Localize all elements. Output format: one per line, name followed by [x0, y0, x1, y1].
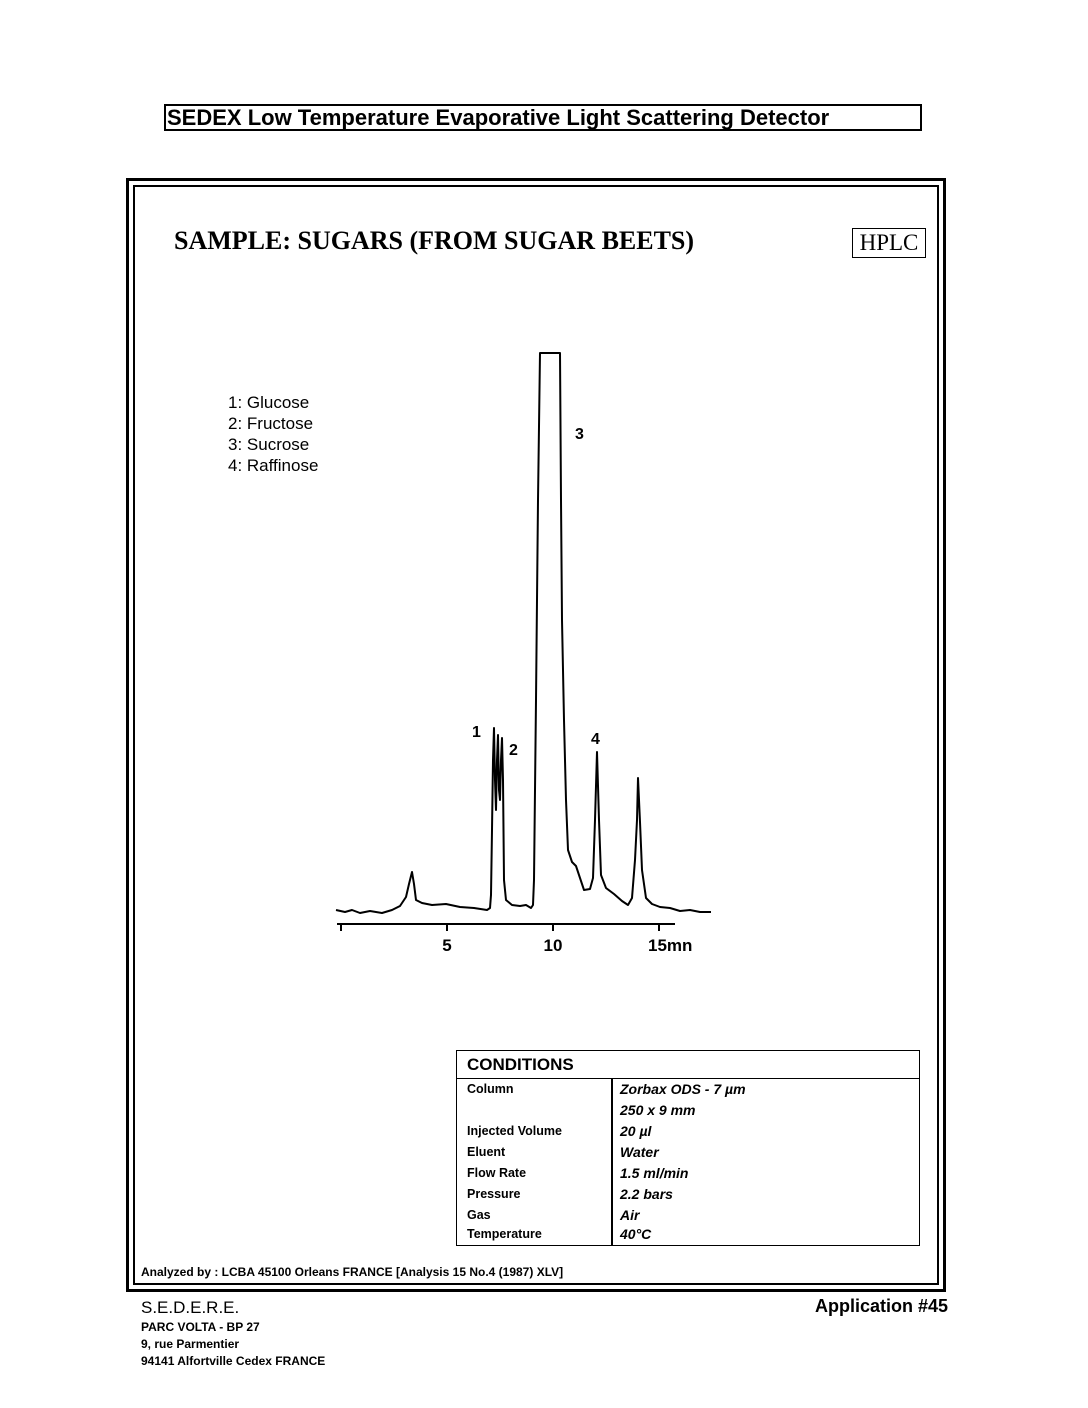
peak-label-2: 2	[509, 742, 518, 759]
conditions-row-column	[457, 1079, 919, 1100]
chromatogram-trace	[336, 353, 711, 913]
condition-value-gas: Air	[620, 1207, 640, 1223]
org-address-line-1: PARC VOLTA - BP 27	[141, 1320, 260, 1334]
condition-label-flow-rate: Flow Rate	[467, 1166, 527, 1180]
conditions-row-eluent	[457, 1142, 919, 1163]
conditions-title: CONDITIONS	[457, 1051, 919, 1079]
condition-label-eluent: Eluent	[467, 1145, 506, 1159]
tick-label-10: 10	[543, 936, 563, 955]
tick-label-15: 15mn	[648, 936, 693, 955]
condition-label-pressure: Pressure	[467, 1187, 521, 1201]
condition-value-injected-volume: 20 µl	[620, 1123, 652, 1139]
page-header-title: SEDEX Low Temperature Evaporative Light Scattering Detector	[164, 104, 922, 131]
conditions-row-gas	[457, 1205, 919, 1226]
condition-label-injected-volume: Injected Volume	[467, 1124, 562, 1138]
legend-item-raffinose: 4: Raffinose	[228, 456, 319, 475]
peak-label-4: 4	[591, 731, 600, 748]
legend-item-sucrose: 3: Sucrose	[228, 435, 310, 454]
condition-value-pressure: 2.2 bars	[620, 1186, 673, 1202]
condition-label-temperature: Temperature	[467, 1227, 542, 1241]
condition-label-gas: Gas	[467, 1208, 491, 1222]
conditions-row-flow-rate	[457, 1163, 919, 1184]
condition-label-column: Column	[467, 1082, 514, 1096]
tick-label-5: 5	[442, 936, 452, 955]
peak-label-1: 1	[472, 724, 481, 741]
application-number: Application #45	[814, 1296, 948, 1316]
analyzed-by-note: Analyzed by : LCBA 45100 Orleans FRANCE [Analysis 15 No.4 (1987) XLV]	[141, 1265, 564, 1279]
condition-value-eluent: Water	[620, 1144, 659, 1160]
conditions-row-pressure	[457, 1184, 919, 1205]
sample-title: SAMPLE: SUGARS (FROM SUGAR BEETS)	[174, 226, 695, 255]
condition-value-flow-rate: 1.5 ml/min	[620, 1165, 689, 1181]
conditions-row-column-dimensions	[457, 1100, 919, 1121]
org-address-line-3: 94141 Alfortville Cedex FRANCE	[141, 1354, 326, 1368]
condition-value-temperature: 40°C	[620, 1226, 652, 1242]
conditions-table	[456, 1050, 920, 1246]
legend-item-glucose: 1: Glucose	[228, 393, 310, 412]
condition-value-column-dimensions: 250 x 9 mm	[620, 1102, 696, 1118]
org-name: S.E.D.E.R.E.	[141, 1298, 240, 1317]
condition-value-column: Zorbax ODS - 7 µm	[620, 1081, 746, 1097]
legend-item-fructose: 2: Fructose	[228, 414, 314, 433]
org-address-line-2: 9, rue Parmentier	[141, 1337, 240, 1351]
hplc-badge: HPLC	[852, 228, 926, 258]
peak-label-3: 3	[575, 426, 584, 443]
conditions-row-injected-volume	[457, 1121, 919, 1142]
conditions-row-temperature	[457, 1224, 919, 1245]
